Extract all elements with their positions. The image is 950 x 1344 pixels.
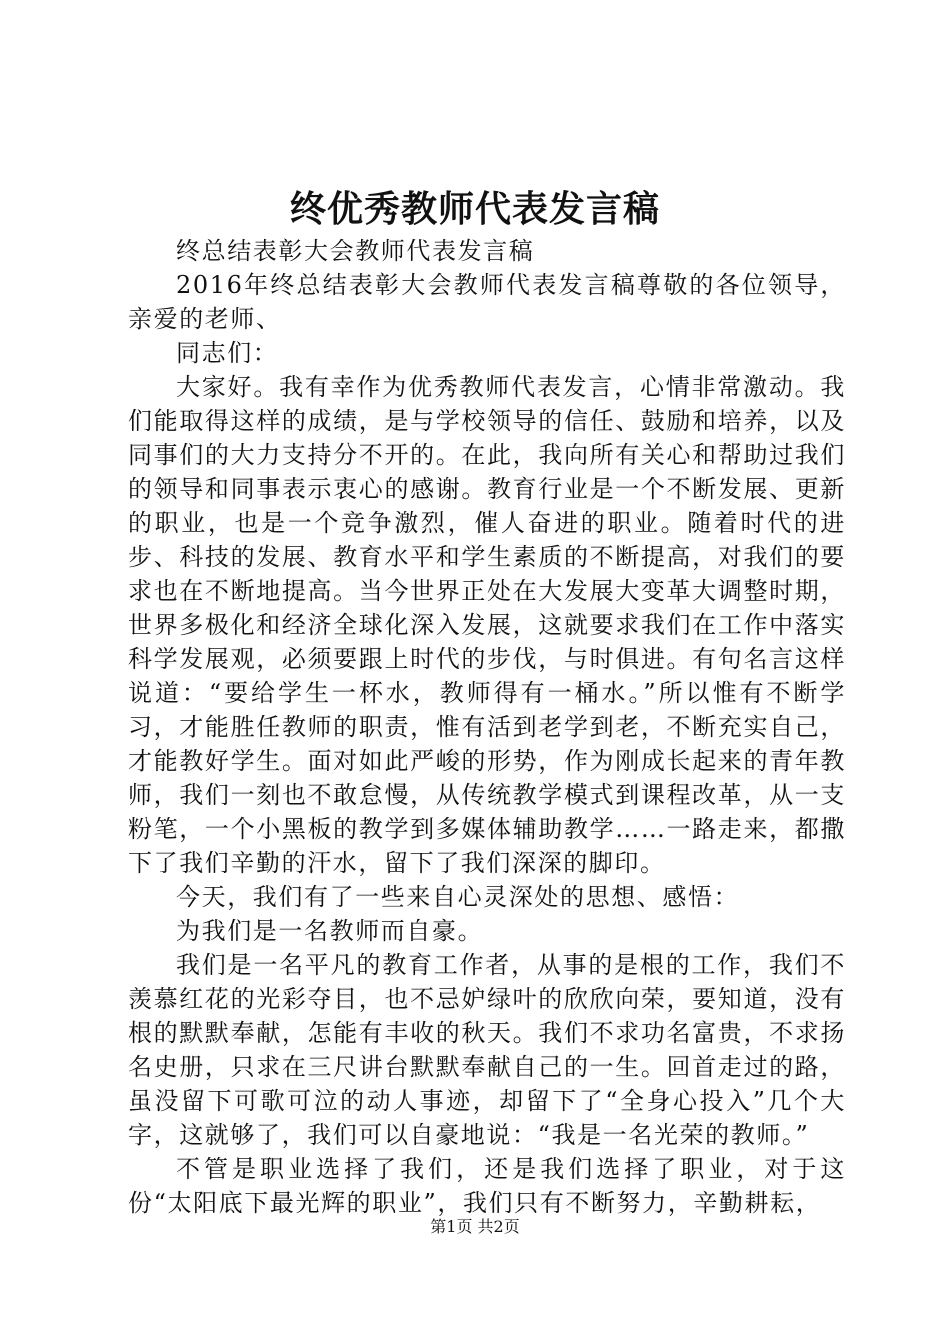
paragraph: 终总结表彰大会教师代表发言稿 bbox=[176, 237, 535, 265]
page-title: 终优秀教师代表发言稿 bbox=[289, 188, 660, 230]
paragraph: 大家好。我有幸作为优秀教师代表发言，心情非常激动。我们能取得这样的成绩，是与学校领导的信任、鼓励和培养，以及同事们的大力支持分不开的。在此，我向所有关心和帮助过我们的领导和同事表示衷心的感谢。教育行业是一个不断发展、更新的职业，也是一个竞争激烈，催人奋进的职业。随着时代的进步、科技的发展、教育水平和学生素质的不断提高，对我们的要求也在不断地提高。当今世界正处在大发展大变革大调整时期，世界多极化和经济全球化深入发展，这就要求我们在工作中落实科学发展观，必须要跟上时代的步伐，与时俱进。有句名言这样说道：“要给学生一杯水，教师得有一桶水。”所以惟有不断学习，才能胜任教师的职责，惟有活到老学到老，不断充实自己，才能教好学生。面对如此严峻的形势，作为刚成长起来的青年教师，我们一刻也不敢怠慢，从传统教学模式到课程改革，从一支粉笔，一个小黑板的教学到多媒体辅助教学……一路走来，都撒下了我们辛勤的汗水，留下了我们深深的脚印。 bbox=[128, 373, 846, 877]
page-number-footer: 第1页 共2页 bbox=[430, 1217, 520, 1236]
paragraph: 同志们： bbox=[176, 339, 279, 367]
paragraph: 今天，我们有了一些来自心灵深处的思想、感悟： bbox=[176, 883, 740, 911]
paragraph: 我们是一名平凡的教育工作者，从事的是根的工作，我们不羡慕红花的光彩夺目，也不忌妒绿叶的欣欣向荣，要知道，没有根的默默奉献，怎能有丰收的秋天。我们不求功名富贵，不求扬名史册，只求在三尺讲台默默奉献自己的一生。回首走过的路，虽没留下可歌可泣的动人事迹，却留下了“全身心投入”几个大字，这就够了，我们可以自豪地说：“我是一名光荣的教师。” bbox=[128, 951, 846, 1149]
paragraph: 不管是职业选择了我们，还是我们选择了职业，对于这份“太阳底下最光辉的职业”，我们只有不断努力，辛勤耕耘， bbox=[128, 1155, 846, 1217]
paragraph: 2016年终总结表彰大会教师代表发言稿尊敬的各位领导，亲爱的老师、 bbox=[128, 271, 846, 333]
document-body bbox=[128, 234, 846, 1220]
paragraph: 为我们是一名教师而自豪。 bbox=[176, 917, 484, 945]
